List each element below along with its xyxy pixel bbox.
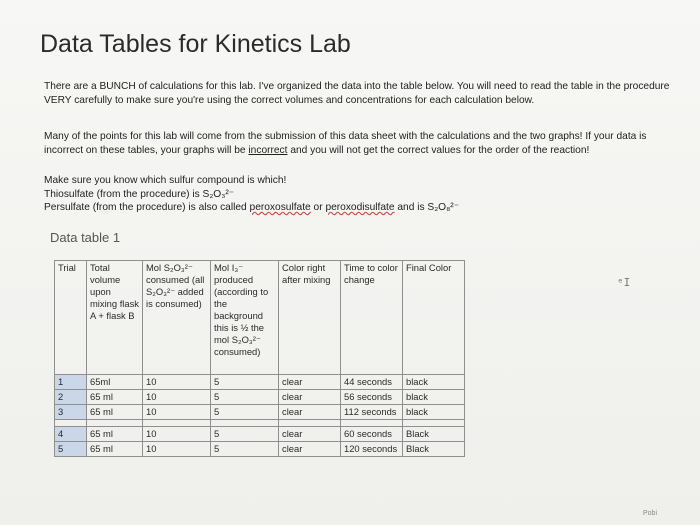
table-row — [55, 442, 465, 457]
cell-mol-s2o3: 10 — [143, 390, 211, 405]
header-trial: Trial — [55, 261, 87, 375]
page-title: Data Tables for Kinetics Lab — [40, 30, 351, 58]
cell-color: clear — [279, 427, 341, 442]
term-peroxosulfate: peroxosulfate — [249, 202, 311, 213]
cell-color: clear — [279, 375, 341, 390]
header-color: Color right after mixing — [279, 261, 341, 375]
cell-trial: 2 — [55, 390, 87, 405]
table-row — [55, 375, 465, 390]
cell-time: 44 seconds — [341, 375, 403, 390]
cell-final-color: Black — [403, 427, 465, 442]
header-final-color: Final Color — [403, 261, 465, 375]
cell-volume: 65 ml — [87, 390, 143, 405]
note-3-post: and is S₂O₈²⁻ — [394, 202, 460, 213]
table-header-row — [55, 261, 465, 375]
cell-final-color: black — [403, 405, 465, 420]
notes-block — [44, 174, 680, 215]
cell-volume: 65 ml — [87, 442, 143, 457]
data-table-1 — [54, 260, 465, 457]
cell-time: 60 seconds — [341, 427, 403, 442]
note-line-3 — [44, 201, 680, 215]
cell-color: clear — [279, 442, 341, 457]
cell-mol-s2o3: 10 — [143, 375, 211, 390]
cell-time: 56 seconds — [341, 390, 403, 405]
note-3-pre: Persulfate (from the procedure) is also called — [44, 202, 250, 213]
cell-trial: 3 — [55, 405, 87, 420]
cell-mol-i3: 5 — [211, 390, 279, 405]
table-caption: Data table 1 — [50, 230, 121, 245]
note-3-mid: or — [310, 202, 326, 213]
cell-time: 112 seconds — [341, 405, 403, 420]
table-row — [55, 390, 465, 405]
watermark: Pobi — [643, 510, 658, 517]
cell-trial: 1 — [55, 375, 87, 390]
cell-mol-i3: 5 — [211, 427, 279, 442]
header-mol-s2o3: Mol S₂O₃²⁻ consumed (all S₂O₃²⁻ added is consumed) — [143, 261, 211, 375]
header-time: Time to color change — [341, 261, 403, 375]
cell-volume: 65 ml — [87, 405, 143, 420]
intro-2-after: and you will not get the correct values for the order of the reaction! — [287, 144, 590, 156]
note-line-1: Make sure you know which sulfur compound is which! — [44, 175, 287, 186]
cell-mol-s2o3: 10 — [143, 405, 211, 420]
cell-mol-i3: 5 — [211, 405, 279, 420]
cell-color: clear — [279, 405, 341, 420]
cell-time: 120 seconds — [341, 442, 403, 457]
intro-paragraph-1: There are a BUNCH of calculations for this lab. I've organized the data into the table below. You will need to read the table in the procedure VERY carefully to make sure you're using the correct volumes and concentrations for each calculation below. — [44, 81, 670, 106]
cell-trial: 5 — [55, 442, 87, 457]
cell-mol-s2o3: 10 — [143, 427, 211, 442]
term-peroxodisulfate: peroxodisulfate — [325, 202, 395, 213]
cell-final-color: black — [403, 390, 465, 405]
cell-color: clear — [279, 390, 341, 405]
cell-volume: 65 ml — [87, 427, 143, 442]
intro-paragraph-2 — [44, 130, 680, 157]
cell-final-color: black — [403, 375, 465, 390]
intro-2-underlined: incorrect — [248, 144, 288, 156]
cell-mol-s2o3: 10 — [143, 442, 211, 457]
cell-mol-i3: 5 — [211, 375, 279, 390]
cell-trial: 4 — [55, 427, 87, 442]
header-volume: Total volume upon mixing flask A + flask B — [87, 261, 143, 375]
cell-final-color: Black — [403, 442, 465, 457]
table-spacer-row — [55, 420, 465, 427]
cell-mol-i3: 5 — [211, 442, 279, 457]
table-row — [55, 405, 465, 420]
note-line-2: Thiosulfate (from the procedure) is S₂O₃²⁻ — [44, 188, 235, 200]
cell-volume: 65ml — [87, 375, 143, 390]
table-row — [55, 427, 465, 442]
text-cursor-icon: ᵉI — [617, 276, 631, 289]
header-mol-i3: Mol I₃⁻ produced (according to the background this is ½ the mol S₂O₃²⁻ consumed) — [211, 261, 279, 375]
intro-2-before: Many of the points for this lab will come from the submission of this data sheet with the calculations and the two graphs! If your data is incorrect on these tables, your graphs will be — [44, 131, 647, 156]
